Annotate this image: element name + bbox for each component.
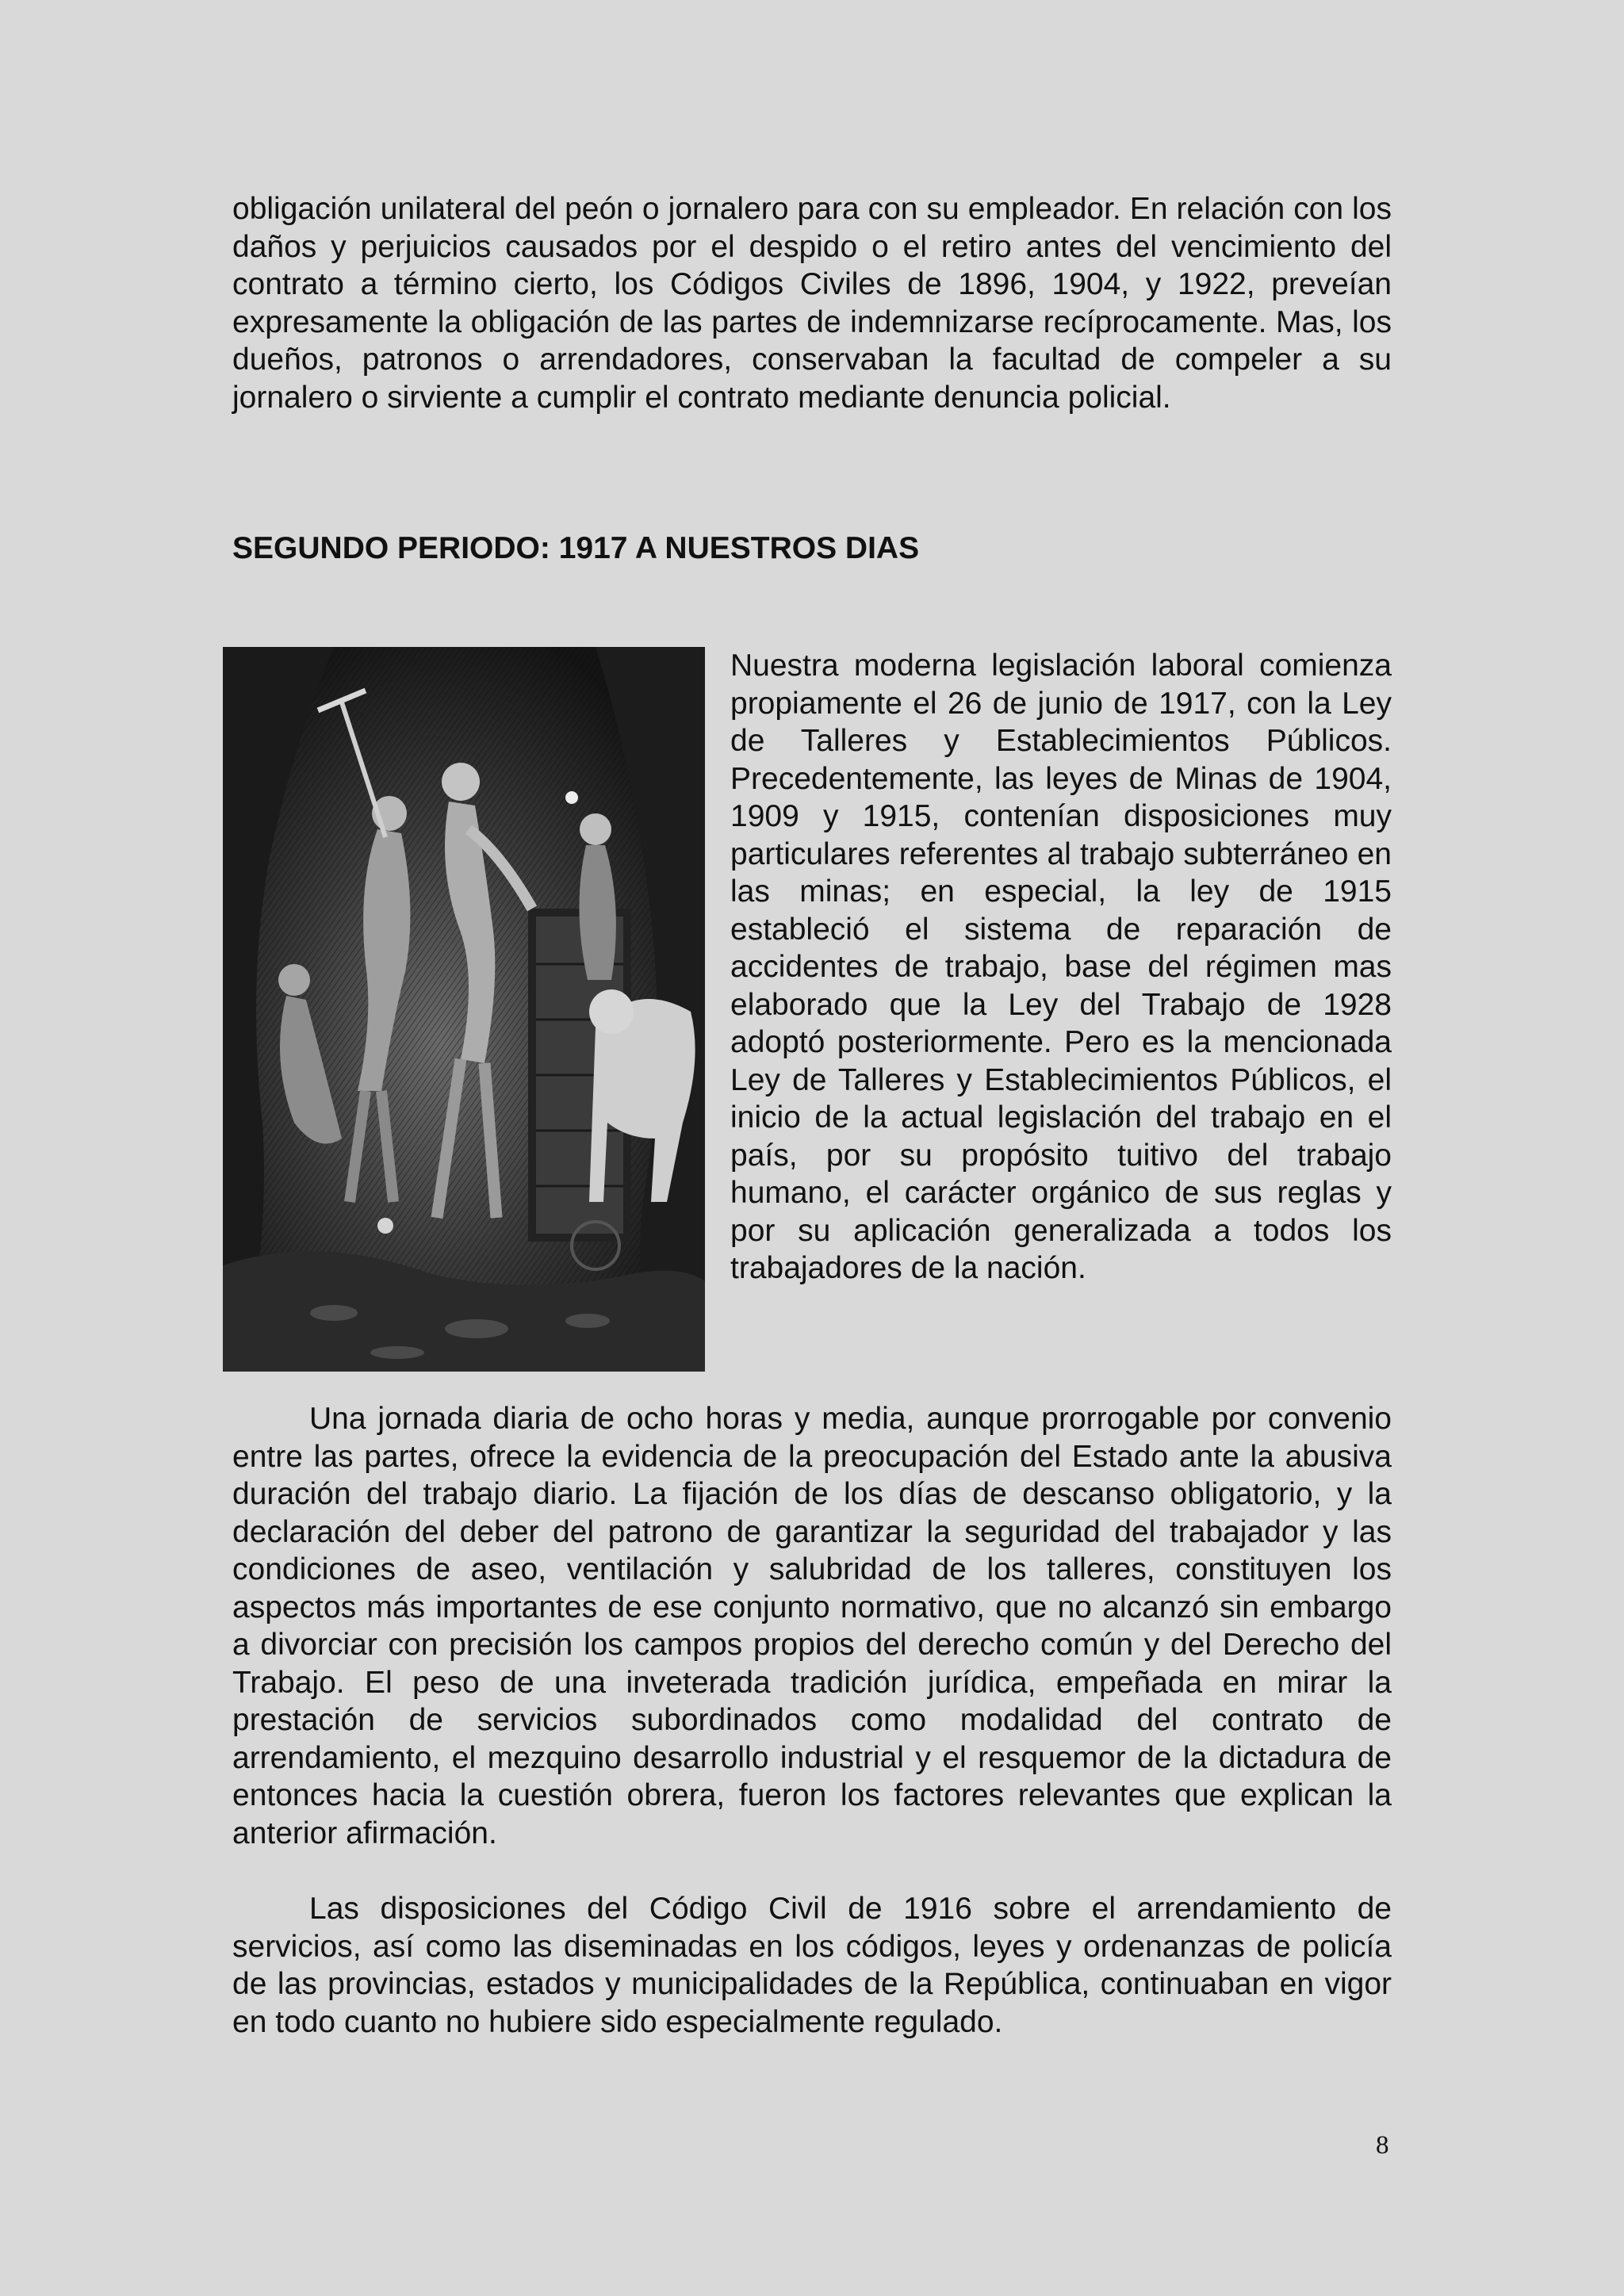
figure-paragraph: Nuestra moderna legislación laboral comienza propiamente el 26 de junio de 1917, con la Ley de Talleres y Establecimientos Públicos. Precedentemente, las leyes de Minas de 1904, 1909 y 1915, contenían disposiciones muy particulares referentes al trabajo subterráneo en las minas; en especial, la ley de 1915 estableció el sistema de reparación de accidentes de trabajo, base del régimen mas elaborado que la Ley del Trabajo de 1928 adoptó posteriormente. Pero es la mencionada Ley de Talleres y Establecimientos Públicos, el inicio de la actual legislación del trabajo en el país, por su propósito tuitivo del trabajo humano, el carácter orgánico de sus reglas y por su aplicación generalizada a todos los trabajadores de la nación. <box>730 649 1392 1285</box>
lower-text-block <box>232 1400 1392 2041</box>
figure-side-text <box>730 647 1392 1288</box>
miners-engraving-image <box>223 647 705 1372</box>
paragraph-spacer <box>232 1852 1392 1890</box>
paragraph-codigo-civil: Las disposiciones del Código Civil de 1916 sobre el arrendamiento de servicios, así como las diseminadas en los códigos, leyes y ordenanzas de policía de las provincias, estados y municipalidades de la República, continuaban en vigor en todo cuanto no hubiere sido especialmente regulado. <box>232 1892 1392 2039</box>
paragraph-jornada: Una jornada diaria de ocho horas y media, aunque prorrogable por convenio entre las partes, ofrece la evidencia de la preocupación del Estado ante la abusiva duración del trabajo diario. La fijación de los días de descanso obligatorio, y la declaración del deber del patrono de garantizar la seguridad del trabajador y las condiciones de aseo, ventilación y salubridad de los talleres, constituyen los aspectos más importantes de ese conjunto normativo, que no alcanzó sin embargo a divorciar con precisión los campos propios del derecho común y del Derecho del Trabajo. El peso de una inveterada tradición jurídica, empeñada en mirar la prestación de servicios subordinados como modalidad del contrato de arrendamiento, el mezquino desarrollo industrial y el resquemor de la dictadura de entonces hacia la cuestión obrera, fueron los factores relevantes que explican la anterior afirmación. <box>232 1402 1392 1850</box>
top-paragraph: obligación unilateral del peón o jornalero para con su empleador. En relación con los daños y perjuicios causados por el despido o el retiro antes del vencimiento del contrato a término cierto, los Códigos Civiles de 1896, 1904, y 1922, preveían expresamente la obligación de las partes de indemnizarse recíprocamente. Mas, los dueños, patronos o arrendadores, conservaban la facultad de compeler a su jornalero o sirviente a cumplir el contrato mediante denuncia policial. <box>232 192 1392 415</box>
page-number: 8 <box>1376 2131 1389 2160</box>
miners-engraving-illustration <box>223 647 705 1372</box>
top-paragraph-block <box>232 190 1392 416</box>
section-heading: SEGUNDO PERIODO: 1917 A NUESTROS DIAS <box>232 531 920 565</box>
